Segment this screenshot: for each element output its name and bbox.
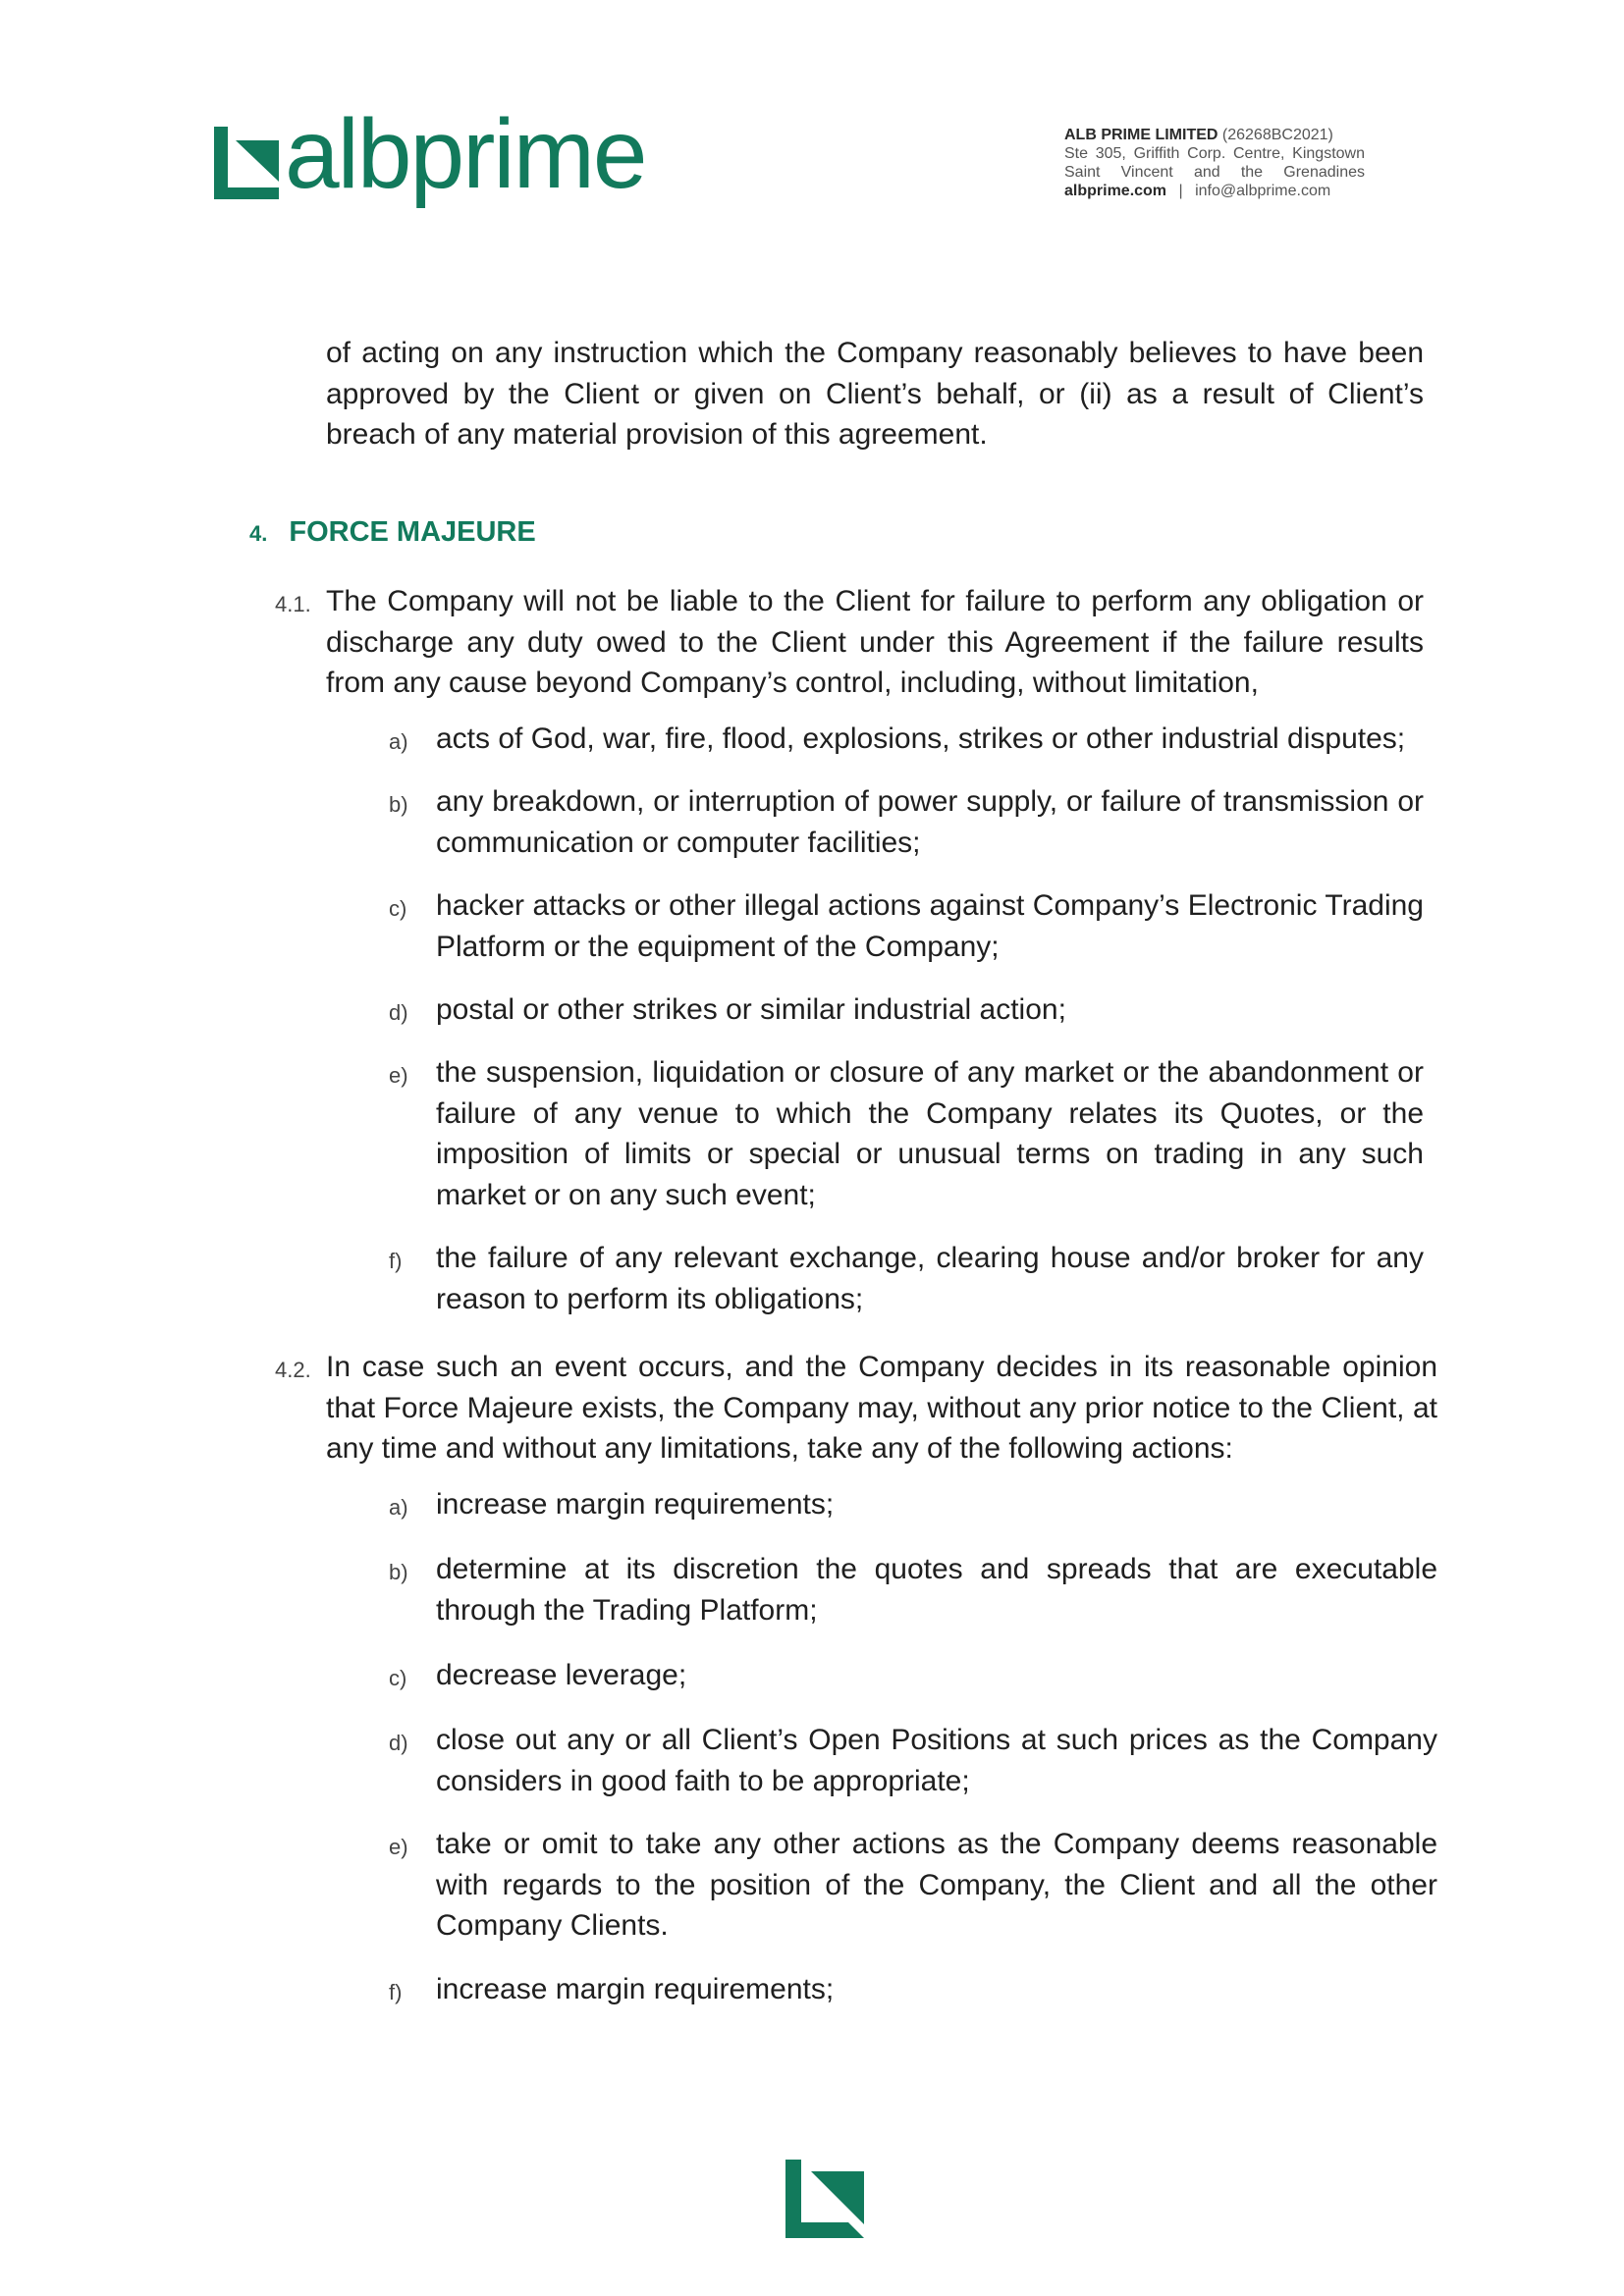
albprime-logo-mark-icon [214, 127, 279, 199]
list-item-letter: c) [389, 896, 407, 921]
section-number: 4. [249, 521, 268, 546]
list-item: close out any or all Client’s Open Positions at such prices as the Company considers in good faith to be appropriate; [436, 1724, 1437, 1797]
contact-line [1064, 182, 1365, 200]
website-link[interactable]: albprime.com [1064, 183, 1167, 199]
list-item: any breakdown, or interruption of power supply, or failure of transmission or communication or computer facilities; [436, 785, 1424, 859]
address-line-1: Ste 305, Griffith Corp. Centre, Kingstown [1064, 145, 1365, 162]
list-item: postal or other strikes or similar industrial action; [436, 993, 1066, 1026]
logo-wordmark: albprime [285, 99, 646, 209]
clause-4-2-number: 4.2. [275, 1358, 311, 1382]
list-item: the failure of any relevant exchange, clearing house and/or broker for any reason to perform its obligations; [436, 1242, 1424, 1315]
company-name-line [1064, 126, 1365, 144]
contact-separator: | [1178, 183, 1183, 199]
section-title: FORCE MAJEURE [289, 516, 536, 548]
list-item-letter: f) [389, 1980, 403, 2004]
email-link[interactable]: info@albprime.com [1195, 183, 1331, 199]
list-item: acts of God, war, fire, flood, explosions, strikes or other industrial disputes; [436, 722, 1406, 755]
list-item-letter: f) [389, 1249, 403, 1273]
albprime-footer-mark-icon [785, 2160, 864, 2238]
list-item-letter: a) [389, 729, 408, 754]
company-logo [214, 99, 646, 209]
company-name: ALB PRIME LIMITED [1064, 127, 1218, 143]
list-item: increase margin requirements; [436, 1488, 835, 1521]
list-item: the suspension, liquidation or closure of any market or the abandonment or failure of any venue to which the Company relates its Quotes, or the imposition of limits or special or unusual terms on trading in any such market or on any such event; [436, 1056, 1424, 1211]
section-heading [249, 516, 536, 549]
list-item-letter: c) [389, 1666, 407, 1690]
clause-4-1-text: The Company will not be liable to the Client for failure to perform any obligation or discharge any duty owed to the Client under this Agreement if the failure results from any cause beyond Company’s control, including, without limitation, [326, 585, 1424, 699]
intro-paragraph: of acting on any instruction which the Company reasonably believes to have been approved by the Client or given on Client’s behalf, or (ii) as a result of Client’s breach of any material provision of this agreement. [326, 337, 1424, 451]
list-item: take or omit to take any other actions as the Company deems reasonable with regards to the position of the Company, the Client and all the other Company Clients. [436, 1828, 1437, 1942]
list-item: hacker attacks or other illegal actions against Company’s Electronic Trading Platform or the equipment of the Company; [436, 889, 1424, 963]
list-item-letter: e) [389, 1835, 408, 1859]
list-item-letter: a) [389, 1495, 408, 1520]
list-item: determine at its discretion the quotes and spreads that are executable through the Trading Platform; [436, 1553, 1437, 1627]
clause-4-2-text: In case such an event occurs, and the Company decides in its reasonable opinion that Force Majeure exists, the Company may, without any prior notice to the Client, at any time and without any limitations, take any of the following actions: [326, 1351, 1437, 1465]
list-item: decrease leverage; [436, 1659, 687, 1691]
company-info [1064, 126, 1365, 200]
clause-4-1-number: 4.1. [275, 592, 311, 616]
list-item-letter: e) [389, 1063, 408, 1088]
list-item-letter: b) [389, 1560, 408, 1584]
company-registration: (26268BC2021) [1221, 127, 1333, 143]
list-item-letter: d) [389, 1731, 408, 1755]
list-item-letter: d) [389, 1000, 408, 1025]
list-item: increase margin requirements; [436, 1973, 835, 2005]
list-item-letter: b) [389, 792, 408, 817]
address-line-2: Saint Vincent and the Grenadines [1064, 164, 1365, 181]
